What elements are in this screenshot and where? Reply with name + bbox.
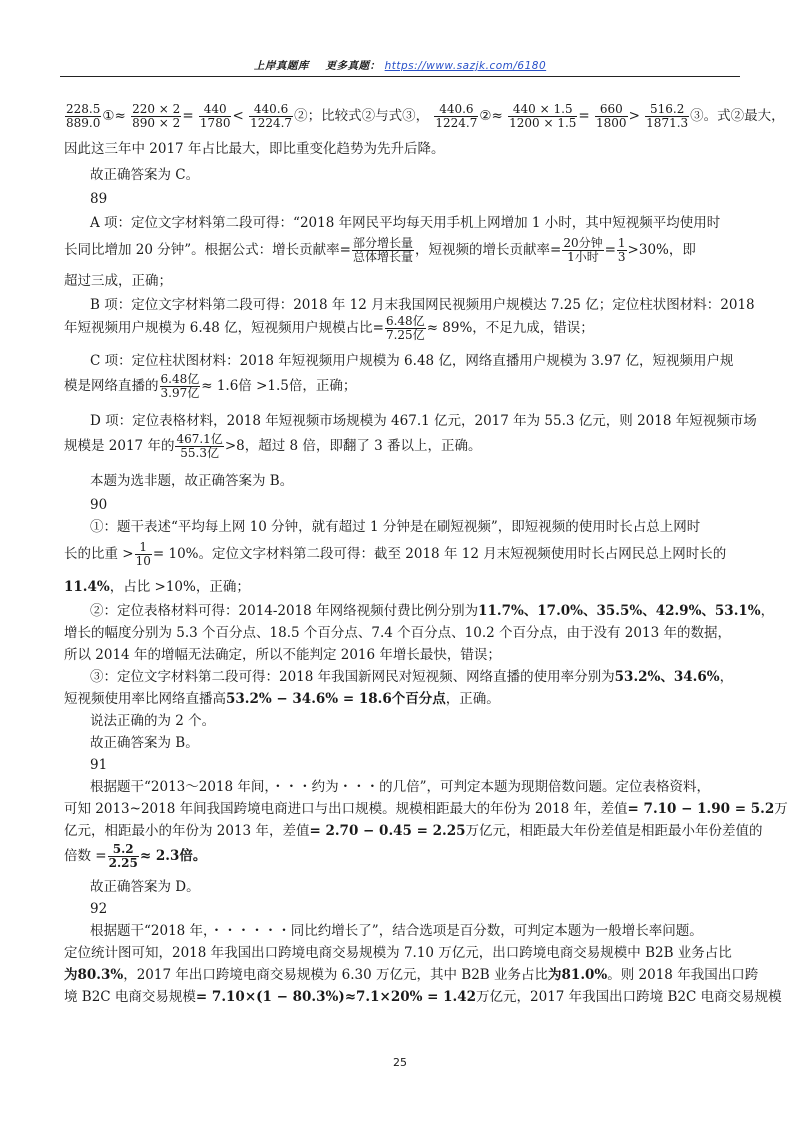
text-line: 超过三成，正确； [64, 273, 172, 289]
answer-line: 故正确答案为 D。 [90, 879, 200, 895]
text-line: D 项：定位表格材料，2018 年短视频市场规模为 467.1 亿元，2017 年为 55.3 亿元，则 2018 年短视频市场 [90, 413, 757, 429]
fraction: $\frac{440 \times 1.5}{1200 \times 1.5}$ [509, 102, 577, 130]
text-line: 模是网络直播的 6.48亿 3.97亿 ≈ 1.6倍 >1.5倍，正确； [64, 372, 357, 400]
fraction: 6.48亿 3.97亿 [160, 372, 200, 400]
fraction: $\frac{440.6}{1224.7}$ [250, 102, 293, 130]
text-line: B 项：定位文字材料第二段可得：2018 年 12 月末我国网民视频用户规模达 7.25 亿；定位柱状图材料：2018 [90, 297, 755, 313]
text-line: 根据题干“2018 年，・・・・・・同比约增长了”，结合选项是百分数，可判定本题为一般增长率问题。 [90, 923, 703, 939]
question-number: 90 [90, 497, 108, 513]
fraction: $\frac{440.6}{1224.7}$ [435, 102, 478, 130]
fraction: $\frac{440}{1780}$ [199, 102, 231, 130]
text-line: 倍数 = $\frac{5.2}{2.25}$ ≈ 2.3倍。 [64, 842, 207, 870]
text-line: 说法正确的为 2 个。 [90, 713, 216, 729]
fraction: 20分钟 1小时 [563, 236, 603, 264]
text-line: 短视频使用率比网络直播高53.2% − 34.6% = 18.6个百分点，正确。 [64, 691, 500, 707]
text-line: 规模是 2017 年的 467.1亿 55.3亿 >8，超过 8 倍，即翻了 3 番以上，正确。 [64, 432, 482, 460]
fraction: $\frac{516.2}{1871.3}$ [646, 102, 689, 130]
text-line: 定位统计图可知，2018 年我国出口跨境电商交易规模为 7.10 万亿元，出口跨境电商交易规模中 B2B 业务占比 [64, 945, 732, 961]
text-line: 根据题干“2013～2018 年间，・・・约为・・・的几倍”，可判定本题为现期倍数问题。定位表格资料， [90, 779, 711, 795]
question-number: 89 [90, 191, 108, 207]
text-line: A 项：定位文字材料第二段可得：“2018 年网民平均每天用手机上网增加 1 小时，其中短视频平均使用时 [90, 215, 721, 231]
fraction: $\frac{5.2}{2.25}$ [108, 842, 138, 870]
text-line: 所以 2014 年的增幅无法确定，所以不能判定 2016 年增长最快，错误； [64, 647, 501, 663]
text-line: ③：定位文字材料第二段可得：2018 年我国新网民对短视频、网络直播的使用率分别为53.2%、34.6%， [90, 669, 734, 685]
site-name: 上岸真题库 [253, 60, 309, 72]
text-line: 11.4%，占比 >10%，正确； [64, 579, 250, 595]
text-line: C 项：定位柱状图材料：2018 年短视频用户规模为 6.48 亿，网络直播用户规模为 3.97 亿，短视频用户规 [90, 353, 734, 369]
text-line: 为80.3%，2017 年出口跨境电商交易规模为 6.30 万亿元，其中 B2B 业务占比为81.0%。则 2018 年我国出口跨 [64, 967, 759, 983]
text-line: $\frac{228.5}{889.0}$ ①≈ $\frac{220 \times 2}{890 \times 2}$ = $\frac{440}{1780}$ < $\frac{440.6}{1224.7}$ ②；比较式②与式③， $\frac{440.6}{1224.7}$ ②≈ $\frac{440 \times 1.5}{1200 \times 1.5}$ = $\frac{660}{1800}$ > $\frac{516.2}{1871.3}$ ③。式②最大， [66, 102, 785, 130]
text-line: 亿元，相距最小的年份为 2013 年，差值= 2.70 − 0.45 = 2.25万亿元，相距最大年份差值是相距最小年份差值的 [64, 823, 763, 839]
text-line: ①：题干表述“平均每上网 10 分钟，就有超过 1 分钟是在刷短视频”，即短视频的使用时长占总上网时 [90, 519, 701, 535]
page-number: 25 [393, 1056, 407, 1069]
fraction: 467.1亿 55.3亿 [176, 432, 223, 460]
header-rule [60, 76, 740, 77]
fraction: $\frac{660}{1800}$ [596, 102, 627, 130]
fraction: $\frac{1}{10}$ [135, 540, 151, 568]
fraction: $\frac{228.5}{889.0}$ [66, 102, 101, 130]
text-line: 境 B2C 电商交易规模= 7.10×(1 − 80.3%)≈7.1×20% = 1.42万亿元，2017 年我国出口跨境 B2C 电商交易规模 [64, 989, 782, 1005]
answer-line: 故正确答案为 C。 [90, 167, 200, 183]
text-line: ②：定位表格材料可得：2014-2018 年网络视频付费比例分别为11.7%、17.0%、35.5%、42.9%、53.1%， [90, 603, 775, 619]
question-number: 92 [90, 901, 108, 917]
text-line: 因此这三年中 2017 年占比最大，即比重变化趋势为先升后降。 [64, 141, 445, 157]
question-number: 91 [90, 757, 108, 773]
text-line: 长的比重 > $\frac{1}{10}$ = 10%。定位文字材料第二段可得：截至 2018 年 12 月末短视频使用时长占网民总上网时长的 [64, 540, 727, 568]
more-label: 更多真题： [325, 60, 381, 72]
fraction: $\frac{220 \times 2}{890 \times 2}$ [132, 102, 181, 130]
answer-line: 本题为选非题，故正确答案为 B。 [90, 473, 294, 489]
header-link[interactable]: https://www.sazjk.com/6180 [384, 60, 547, 72]
fraction: 6.48亿 7.25亿 [385, 314, 425, 342]
text-line: 可知 2013~2018 年间我国跨境电商进口与出口规模。规模相距最大的年份为 2018 年，差值= 7.10 − 1.90 = 5.2万 [64, 801, 788, 817]
text-line: 年短视频用户规模为 6.48 亿，短视频用户规模占比= 6.48亿 7.25亿 ≈ 89%，不足九成，错误； [64, 314, 594, 342]
text-line: 长同比增加 20 分钟”。根据公式：增长贡献率= 部分增长量 总体增长量 ，短视频的增长贡献率= 20分钟 1小时 = $\frac{1}{3}$ >30%，即 [64, 236, 696, 264]
fraction: $\frac{1}{3}$ [617, 236, 626, 264]
page-header [0, 58, 800, 74]
text-line: 增长的幅度分别为 5.3 个百分点、18.5 个百分点、7.4 个百分点、10.2 个百分点，由于没有 2013 年的数据， [64, 625, 731, 641]
answer-line: 故正确答案为 B。 [90, 735, 199, 751]
fraction: 部分增长量 总体增长量 [352, 236, 413, 264]
